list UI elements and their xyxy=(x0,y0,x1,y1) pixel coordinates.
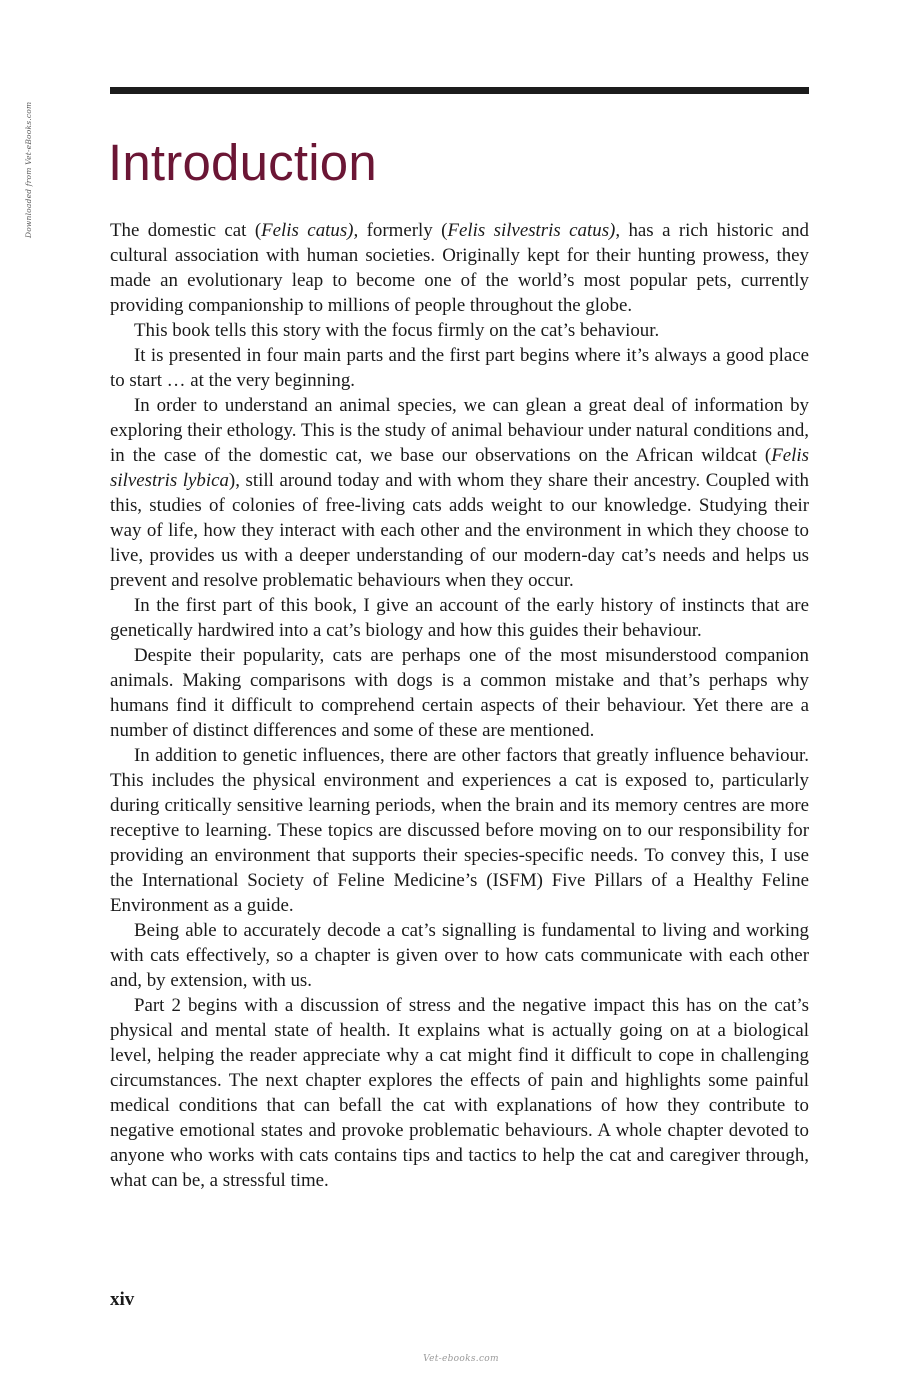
text-run: In addition to genetic influences, there are other factors that greatly influence behaviour. This includes the physical environment and experiences a cat is exposed to, particularly during critically sensitive learning periods, when the brain and its memory centres are more receptive to learning. These topics are discussed before moving on to our responsibility for providing an environment that supports their species-specific needs. To convey this, I use the International Society of Feline Medicine’s (ISFM) Five Pillars of a Healthy Feline Environment as a guide. xyxy=(110,745,809,916)
text-run: In the first part of this book, I give an account of the early history of instincts that are genetically hardwired into a cat’s biology and how this guides their behaviour. xyxy=(110,595,809,641)
text-run: In order to understand an animal species, we can glean a great deal of information by exploring their ethology. This is the study of animal behaviour under natural conditions and, in the case of the domestic cat, we base our observations on the African wildcat ( xyxy=(110,395,809,466)
paragraph xyxy=(110,643,809,743)
text-run: , has a rich historic and cultural association with human societies. Originally kept for their hunting prowess, they made an evolutionary leap to become one of the world’s most popular pets, currently providing companionship to millions of people throughout the globe. xyxy=(110,220,809,316)
paragraph xyxy=(110,218,809,318)
text-run: The domestic cat ( xyxy=(110,220,262,241)
footer-watermark: Vet-ebooks.com xyxy=(423,1354,499,1364)
chapter-title: Introduction xyxy=(108,134,377,191)
text-run: It is presented in four main parts and the first part begins where it’s always a good place to start … at the very beginning. xyxy=(110,345,809,391)
paragraph xyxy=(110,343,809,393)
italic-text: Felis silvestris catus) xyxy=(447,220,616,241)
side-watermark xyxy=(18,88,48,238)
page-number: xiv xyxy=(110,1289,135,1310)
text-run: Being able to accurately decode a cat’s signalling is fundamental to living and working with cats effectively, so a chapter is given over to how cats communicate with each other and, by extension, with us. xyxy=(110,920,809,991)
text-run: ), still around today and with whom they share their ancestry. Coupled with this, studies of colonies of free-living cats adds weight to our knowledge. Studying their way of life, how they interact with each other and the environment in which they choose to live, provides us with a deeper understanding of our modern-day cat’s needs and helps us prevent and resolve problematic behaviours when they occur. xyxy=(110,470,809,591)
paragraph xyxy=(110,993,809,1193)
paragraph xyxy=(110,393,809,593)
side-watermark-text: Downloaded from Vet-eBooks.com xyxy=(24,101,33,238)
paragraph xyxy=(110,318,809,343)
text-run: This book tells this story with the focus firmly on the cat’s behaviour. xyxy=(134,320,660,341)
body-text xyxy=(110,218,809,1193)
paragraph xyxy=(110,743,809,918)
paragraph xyxy=(110,593,809,643)
chapter-top-rule xyxy=(110,87,809,94)
italic-text: Felis silvestris lybica xyxy=(110,445,809,491)
text-run: Despite their popularity, cats are perhaps one of the most misunderstood companion animals. Making comparisons with dogs is a common mistake and that’s perhaps why humans find it difficult to comprehend certain aspects of their behaviour. Yet there are a number of distinct differences and some of these are mentioned. xyxy=(110,645,809,741)
paragraph xyxy=(110,918,809,993)
italic-text: Felis catus), xyxy=(261,220,359,241)
text-run: formerly ( xyxy=(358,220,448,241)
text-run: Part 2 begins with a discussion of stress and the negative impact this has on the cat’s physical and mental state of health. It explains what is actually going on at a biological level, helping the reader appreciate why a cat might find it difficult to cope in challenging circumstances. The next chapter explores the effects of pain and highlights some painful medical conditions that can befall the cat with explanations of how they contribute to negative emotional states and provoke problematic behaviours. A whole chapter devoted to anyone who works with cats contains tips and tactics to help the cat and caregiver through, what can be, a stressful time. xyxy=(110,995,809,1191)
